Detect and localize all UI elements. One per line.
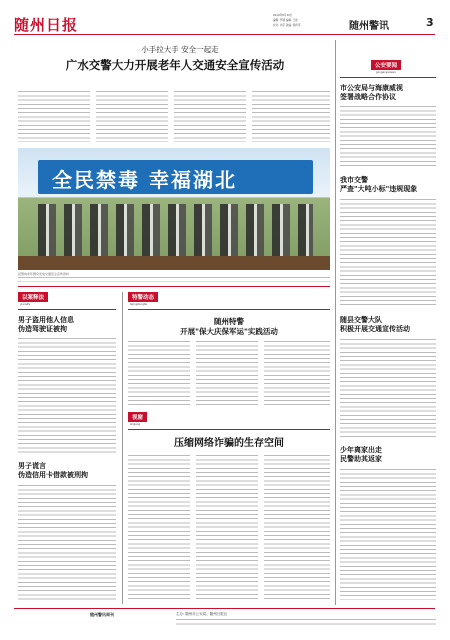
mid-section-tag: 特警动态 xyxy=(128,292,158,302)
mid-item1-col1 xyxy=(128,340,190,406)
mid-item1-col3 xyxy=(264,340,330,406)
main-bottom-rule xyxy=(18,286,330,287)
mid-item1-title-a: 随州特警 xyxy=(214,317,244,326)
editor-line: 编辑: 罗朝 编辑: 王屹 xyxy=(273,19,298,22)
banner-text: 全民禁毒 幸福湖北 xyxy=(52,168,237,192)
mid-item2-col1 xyxy=(128,454,190,600)
stage-floor xyxy=(18,256,330,270)
column-divider-right xyxy=(335,40,336,605)
left-item1-body xyxy=(18,337,116,453)
right-item2-title-a: 我市交警 xyxy=(340,176,368,184)
mid-section-pinyin2: shijiang xyxy=(130,423,141,426)
right-item3-title-b: 积极开展交通宣传活动 xyxy=(340,325,410,333)
left-item1-title-a: 男子盗用他人信息 xyxy=(18,316,74,324)
right-item4-title-a: 少年离家出走 xyxy=(340,446,382,454)
people-row xyxy=(38,204,313,262)
left-item1-title-b: 伪造驾驶证被拘 xyxy=(18,325,67,333)
right-item2-title-b: 严查"大吨小标"违规现象 xyxy=(340,185,418,193)
main-kicker: 小手拉大手 安全一起走 xyxy=(141,45,219,54)
section-name: 随州警讯 xyxy=(349,21,389,32)
left-section-rule xyxy=(18,309,116,310)
right-item1-body xyxy=(340,105,436,167)
mid-item1-col2 xyxy=(196,340,258,406)
newspaper-logo: 随州日报 xyxy=(14,16,79,34)
main-body-col1 xyxy=(18,90,90,142)
photo-caption-lines xyxy=(18,276,330,282)
footer-right: 主办: 随州市公安局、随州日报社 xyxy=(176,612,228,616)
right-item1-title-b: 签署战略合作协议 xyxy=(340,93,396,101)
right-item3-body xyxy=(340,338,436,438)
column-divider-left xyxy=(122,292,123,604)
check-line: 校对: 刘宇 美编: 祝传军 xyxy=(273,24,301,27)
footer-lines xyxy=(176,618,436,626)
issue-date: 2019年8月20日 xyxy=(273,14,293,17)
left-item2-title-b: 伪造信用卡借款被刑拘 xyxy=(18,471,88,479)
right-item2-body xyxy=(340,198,436,308)
main-photo xyxy=(18,148,330,270)
main-title: 广水交警大力开展老年人交通安全宣传活动 xyxy=(65,58,285,72)
footer-left: 随州警讯周刊 xyxy=(90,612,114,617)
main-body-col4 xyxy=(252,90,330,142)
header-rule xyxy=(14,34,435,35)
mid-item2-col2 xyxy=(196,454,258,600)
mid-section-rule xyxy=(128,309,330,310)
right-item1-title-a: 市公安局与海康威视 xyxy=(340,84,403,92)
mid-item2-title: 压缩网络诈骗的生存空间 xyxy=(174,438,284,449)
left-section-pinyin: yiansifa xyxy=(20,303,31,306)
mid-item2-col3 xyxy=(264,454,330,600)
right-section-pinyin: gonganyaowen xyxy=(376,71,396,74)
right-item4-title-b: 民警助其返家 xyxy=(340,455,382,463)
page-number: 3 xyxy=(426,16,434,29)
mid-section-pinyin: tejingdongtai xyxy=(130,303,148,306)
main-body-col3 xyxy=(174,90,246,142)
left-section-tag: 以案释法 xyxy=(18,292,48,302)
main-body-col2 xyxy=(96,90,168,142)
right-item3-title-a: 随县交警大队 xyxy=(340,316,382,324)
left-item2-body xyxy=(18,484,116,600)
mid-section-tag2: 视窗 xyxy=(128,412,147,422)
photo-caption: 民警向老年群众发放交通安全宣传资料 xyxy=(18,272,70,276)
right-item4-body xyxy=(340,468,436,600)
left-item2-title-a: 男子谎言 xyxy=(18,462,46,470)
mid-item1-title-b: 开展"保大庆保军运"实践活动 xyxy=(180,327,278,336)
mid-section-rule2 xyxy=(128,429,330,430)
right-section-rule xyxy=(340,77,436,78)
right-section-tag: 公安要闻 xyxy=(371,60,401,70)
footer-rule xyxy=(14,608,435,609)
